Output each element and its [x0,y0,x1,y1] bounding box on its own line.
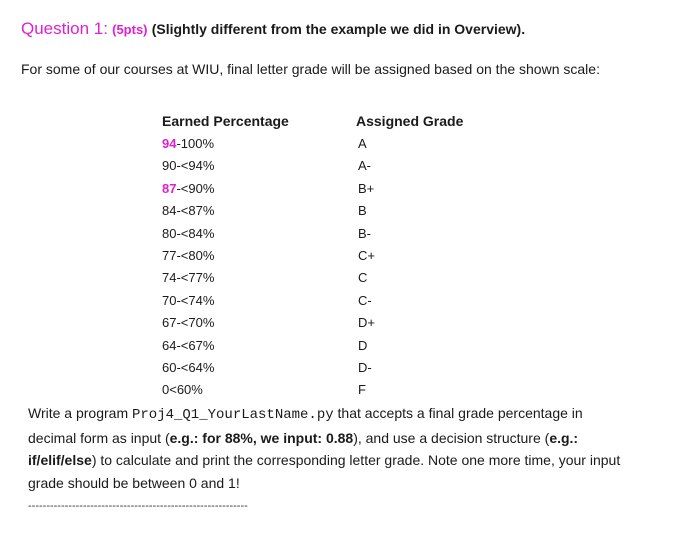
letter-grade: A [358,136,367,151]
grade-row [0,246,689,266]
percentage-text: 67-<70% [162,315,215,331]
percentage-range [162,246,214,266]
grade-row [0,358,689,378]
highlighted-threshold: 94 [162,136,177,151]
program-filename: Proj4_Q1_YourLastName.py [132,407,334,423]
letter-grade: F [358,382,366,398]
grade-row [0,291,689,311]
letter-grade: B+ [358,180,375,196]
question-label: Question 1: [21,19,108,38]
percentage-text: 70-<74% [162,292,215,308]
percentage-text: 84-<87% [162,203,215,219]
intro-text: For some of our courses at WIU, final letter grade will be assigned based on the shown scale: [21,61,600,77]
percentage-range [162,291,214,311]
letter-grade: B [358,203,367,219]
grade-row [0,156,689,176]
grade-row [0,179,689,199]
percentage-text: -100% [176,136,215,151]
percentage-text: 0<60% [162,382,203,398]
percentage-range [162,224,214,244]
instructions-part3: ), and use a decision structure ( [353,429,550,446]
grade-row [0,313,689,333]
question-note: (Slightly different from the example we did in Overview). [151,21,526,37]
percentage-text: 64-<67% [162,337,215,353]
header-earned-percentage: Earned Percentage [162,113,289,129]
input-example: e.g.: for 88%, we input: 0.88 [169,429,354,446]
letter-grade: C+ [358,248,375,263]
percentage-range [162,201,214,221]
question-points: (5pts) [112,22,148,37]
grade-row [0,380,689,400]
header-assigned-grade: Assigned Grade [356,113,464,129]
percentage-range [162,336,214,356]
letter-grade: C [358,270,368,286]
percentage-range [162,358,214,378]
letter-grade: D [358,337,368,353]
percentage-range [162,179,214,199]
question-heading [21,19,525,40]
grade-row [0,201,689,221]
percentage-text: 60-<64% [162,360,215,375]
grade-row [0,134,689,154]
percentage-range [162,380,203,400]
grade-row [0,268,689,288]
instructions-part1: Write a program [28,405,132,421]
decision-structure-example: e.g.: if/elif/else [28,429,579,468]
instructions-part2: that accepts a final grade percentage in decimal form as input ( [28,405,583,446]
percentage-range [162,313,214,333]
percentage-text: 80-<84% [162,225,215,241]
grade-row [0,224,689,244]
divider-line: ------------------------------------------------------------ [28,500,248,512]
grade-row [0,336,689,356]
percentage-range [162,156,214,176]
percentage-text: -<90% [176,180,215,196]
letter-grade: C- [358,292,372,308]
letter-grade: D+ [358,315,375,331]
instructions-paragraph [28,402,628,494]
letter-grade: A- [358,158,371,174]
percentage-text: 77-<80% [162,248,215,263]
letter-grade: D- [358,360,372,375]
instructions-part4: ) to calculate and print the corresponding letter grade. Note one more time, your input grade should be between 0 and 1! [28,452,621,491]
highlighted-threshold: 87 [162,180,177,196]
letter-grade: B- [358,225,371,241]
percentage-range [162,134,214,154]
percentage-text: 74-<77% [162,270,215,286]
percentage-text: 90-<94% [162,158,215,174]
percentage-range [162,268,214,288]
